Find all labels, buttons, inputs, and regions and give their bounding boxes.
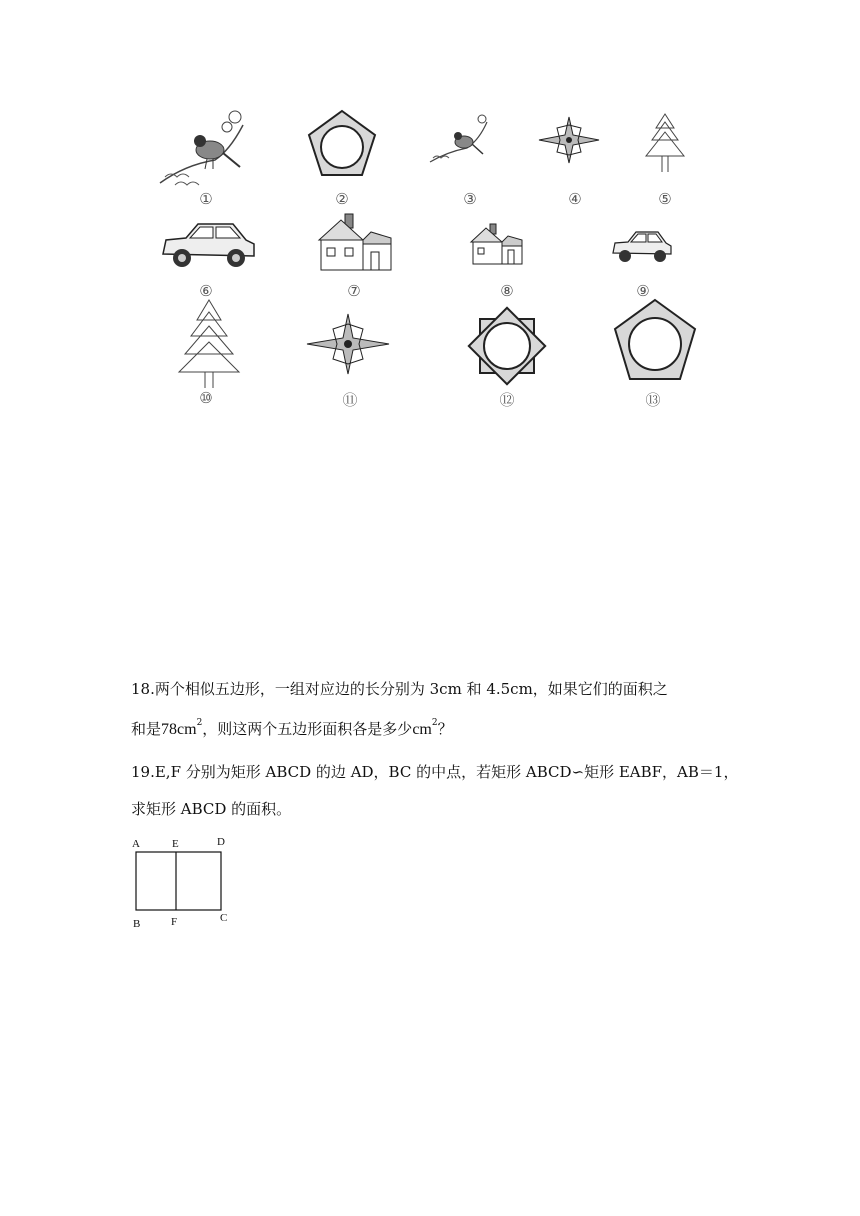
figure-6-car bbox=[158, 218, 258, 270]
figure-2-pentagon bbox=[306, 108, 378, 180]
figure-3-bird bbox=[427, 112, 492, 167]
area-value: 78cm bbox=[161, 721, 197, 738]
star-icon bbox=[537, 115, 601, 165]
vertex-label-e: E bbox=[172, 838, 179, 850]
house-icon bbox=[315, 212, 393, 274]
figure-10-tree bbox=[175, 298, 243, 390]
question-18-line-1: 18.两个相似五边形，一组对应边的长分别为 3cm 和 4.5cm，如果它们的面积之 bbox=[131, 680, 668, 698]
figure-label-8: ⑧ bbox=[500, 282, 514, 300]
figure-4-star bbox=[537, 115, 601, 165]
star-icon bbox=[305, 312, 391, 376]
figure-label-1: ① bbox=[199, 190, 213, 208]
figure-label-4: ④ bbox=[568, 190, 582, 208]
figure-13-pentagon bbox=[612, 297, 698, 383]
figure-label-11: ⑪ bbox=[342, 391, 358, 409]
car-icon bbox=[610, 228, 674, 264]
figure-7-house bbox=[315, 212, 393, 274]
figure-label-6: ⑥ bbox=[199, 282, 213, 300]
figure-1-bird bbox=[155, 105, 250, 190]
figure-label-5: ⑤ bbox=[658, 190, 672, 208]
car-icon bbox=[158, 218, 258, 270]
rectangle-diagram bbox=[135, 851, 225, 913]
house-icon bbox=[468, 222, 524, 266]
figure-5-tree bbox=[640, 112, 690, 174]
question-19-line-2: 求矩形 ABCD 的面积。 bbox=[131, 800, 292, 818]
figure-9-car bbox=[610, 228, 674, 264]
figure-11-star bbox=[305, 312, 391, 376]
octagram-circle-icon bbox=[466, 305, 548, 387]
pentagon-circle-icon bbox=[612, 297, 698, 383]
figure-label-2: ② bbox=[335, 190, 349, 208]
figure-8-house bbox=[468, 222, 524, 266]
vertex-label-a: A bbox=[132, 838, 140, 850]
figure-label-13: ⑬ bbox=[645, 391, 661, 409]
tree-icon bbox=[640, 112, 690, 174]
bird-on-branch-icon bbox=[427, 112, 492, 167]
figure-label-10: ⑩ bbox=[199, 389, 213, 407]
vertex-label-f: F bbox=[171, 916, 178, 928]
figure-label-9: ⑨ bbox=[636, 282, 650, 300]
figure-label-3: ③ bbox=[463, 190, 477, 208]
question-19-line-1: 19.E,F 分别为矩形 ABCD 的边 AD，BC 的中点，若矩形 ABCD∽矩形 EABF，AB＝1， bbox=[131, 763, 739, 781]
question-18-line-2: 和是$78cm^2$，则这两个五边形面积各是多少$cm^2$？ bbox=[131, 718, 453, 738]
pentagon-circle-icon bbox=[306, 108, 378, 180]
vertex-label-d: D bbox=[217, 836, 225, 848]
rectangle-abcd bbox=[136, 852, 221, 910]
bird-on-branch-icon bbox=[155, 105, 250, 190]
vertex-label-b: B bbox=[133, 918, 141, 930]
vertex-label-c: C bbox=[220, 912, 228, 924]
figure-label-12: ⑫ bbox=[499, 391, 515, 409]
figure-12-octagram bbox=[466, 305, 548, 387]
tree-icon bbox=[175, 298, 243, 390]
area-unit: cm bbox=[412, 721, 432, 738]
figure-label-7: ⑦ bbox=[347, 282, 361, 300]
